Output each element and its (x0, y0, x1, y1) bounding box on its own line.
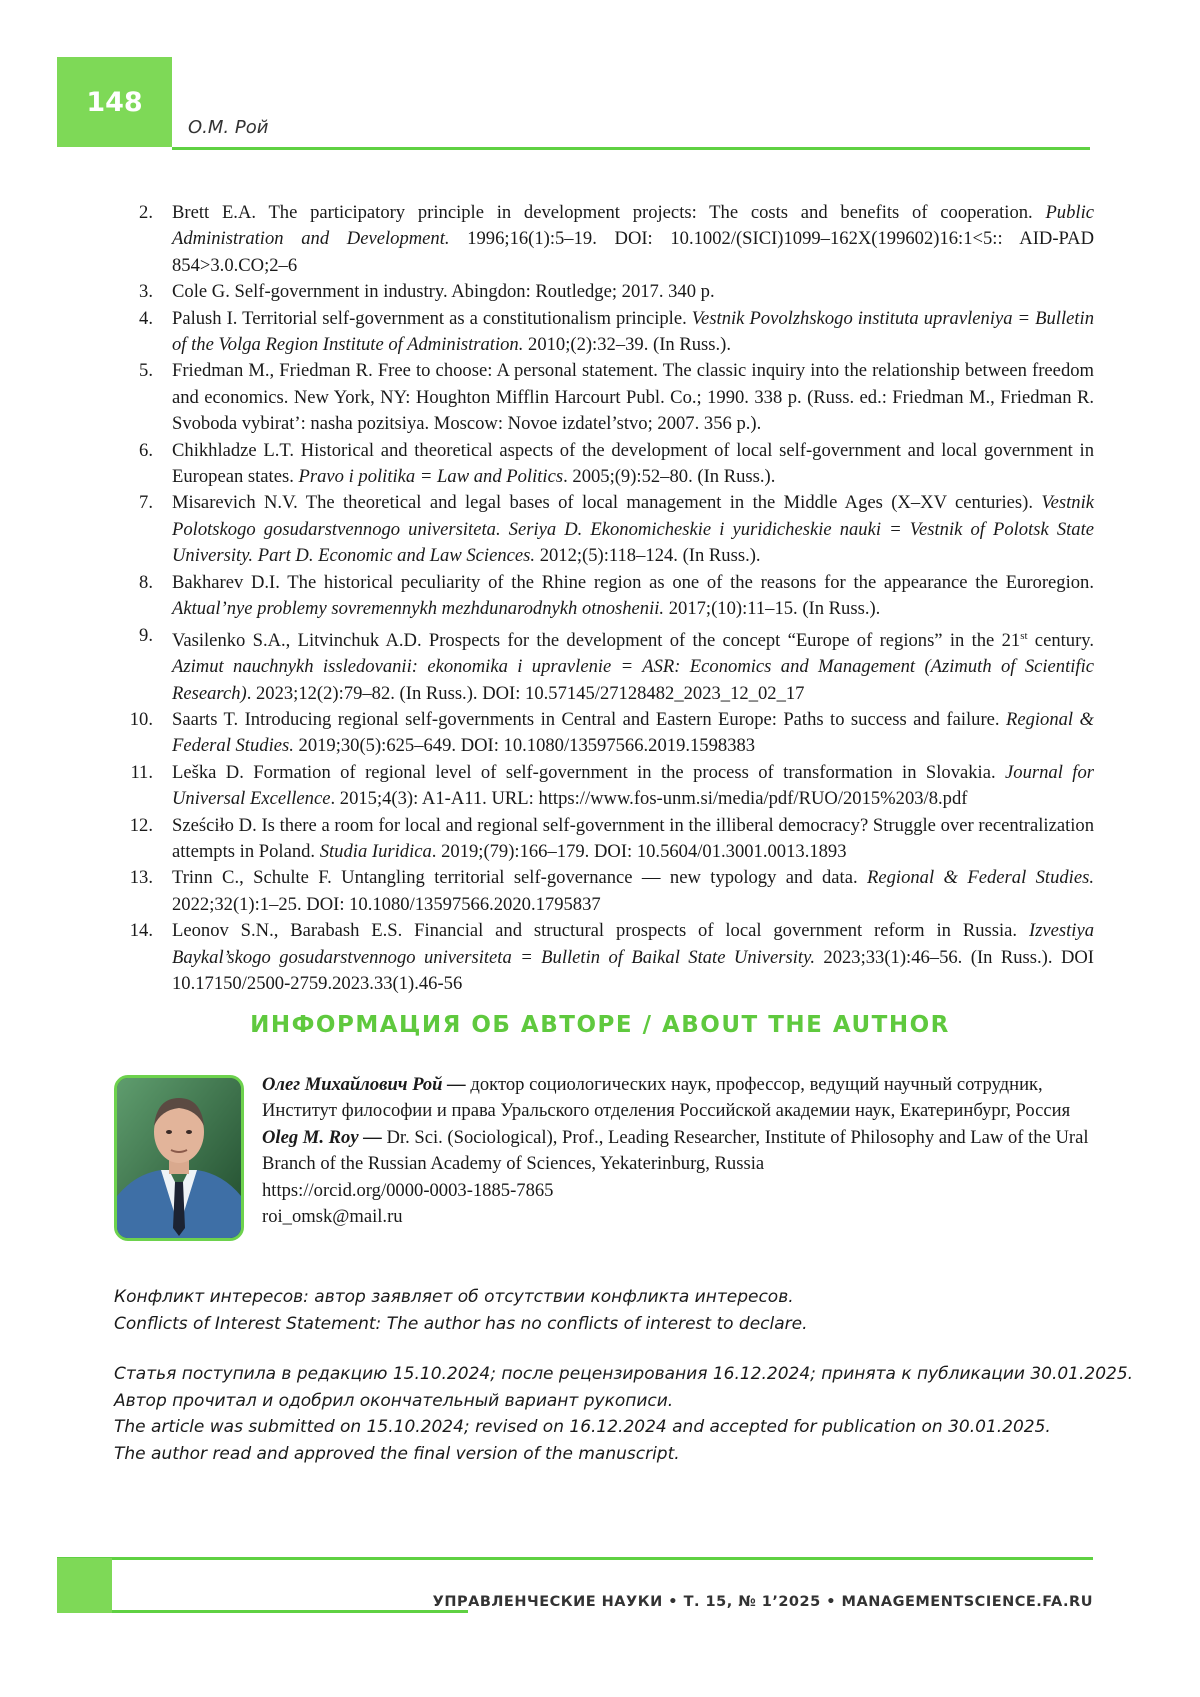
reference-item (120, 200, 1094, 279)
conflict-en: Conflicts of Interest Statement: The author has no conflicts of interest to declare. (114, 1311, 1104, 1338)
reference-item (120, 707, 1094, 760)
header-rule (172, 147, 1090, 150)
reference-number: 7. (120, 490, 153, 516)
reference-text: Cole G. Self-government in industry. Abingdon: Routledge; 2017. 340 p. (172, 281, 715, 302)
author-portrait-icon (117, 1078, 241, 1238)
reference-source: Regional & Federal Studies. (867, 867, 1094, 888)
reference-item (120, 918, 1094, 997)
reference-text: Leonov S.N., Barabash E.S. Financial and structural prospects of local government reform in Russia. (172, 920, 1029, 941)
reference-number: 14. (120, 918, 153, 944)
reference-text: Saarts T. Introducing regional self-governments in Central and Eastern Europe: Paths to success and failure. (172, 709, 1006, 730)
footer-bottom-rule (112, 1610, 468, 1613)
reference-source: Vestnik Povolzhskogo instituta upravleniya = Bulletin of the Volga Region Institute of Administration. (172, 308, 1094, 355)
reference-item (120, 623, 1094, 707)
footer-top-rule (57, 1557, 1093, 1560)
reference-number: 5. (120, 358, 153, 384)
conflict-statement (114, 1284, 1104, 1337)
reference-number: 9. (120, 623, 153, 649)
page-number-tab (57, 57, 172, 147)
author-section-heading: ИНФОРМАЦИЯ ОБ АВТОРЕ / ABOUT THE AUTHOR (0, 1012, 1200, 1038)
author-orcid[interactable]: https://orcid.org/0000-0003-1885-7865 (262, 1178, 1094, 1204)
reference-text: 2017;(10):11–15. (In Russ.). (664, 598, 880, 619)
dates-ru-1: Статья поступила в редакцию 15.10.2024; после рецензирования 16.12.2024; принята к публикации 30.01.2025. (114, 1361, 1104, 1388)
reference-text: Misarevich N.V. The theoretical and legal bases of local management in the Middle Ages (X–XV centuries). (172, 492, 1041, 513)
author-bio (262, 1072, 1094, 1230)
reference-text: Vasilenko S.A., Litvinchuk A.D. Prospects for the development of the concept “Europe of regions” in the 21 (172, 630, 1020, 651)
reference-text: 2023;33(1):46–56. (In Russ.). DOI 10.17150/2500-2759.2023.33(1).46-56 (172, 947, 1094, 994)
reference-item (120, 490, 1094, 569)
reference-source: Aktual’nye problemy sovremennykh mezhdunarodnykh otnoshenii. (172, 598, 664, 619)
reference-number: 11. (120, 760, 153, 786)
author-desc-en: Dr. Sci. (Sociological), Prof., Leading Researcher, Institute of Philosophy and Law of the Ural Branch of the Russian Academy of Sciences, Yekaterinburg, Russia (262, 1127, 1089, 1174)
reference-number: 10. (120, 707, 153, 733)
reference-source: Pravo i politika = Law and Politics (299, 466, 564, 487)
reference-text: Friedman M., Friedman R. Free to choose: A personal statement. The classic inquiry into the relationship between freedom and economics. New York, NY: Houghton Mifflin Harcourt Publ. Co.; 1990. 338 p. (Russ. ed.: Friedman M., Friedman R. Svoboda vybirat’: nasha pozitsiya. Moscow: Novoe izdatel’stvo; 2007. 356 p.). (172, 360, 1094, 434)
journal-footer: УПРАВЛЕНЧЕСКИЕ НАУКИ • Т. 15, № 1’2025 • MANAGEMENTSCIENCE.FA.RU (433, 1594, 1093, 1610)
reference-text: Bakharev D.I. The historical peculiarity of the Rhine region as one of the reasons for the appearance the Euroregion. (172, 572, 1094, 593)
footer-green-box (57, 1558, 112, 1613)
running-head: О.М. Рой (188, 117, 268, 138)
reference-source: Vestnik Polotskogo gosudarstvennogo universiteta. Seriya D. Ekonomicheskie i yuridicheskie nauki = Vestnik of Polotsk State University. Part D. Economic and Law Sciences. (172, 492, 1094, 566)
reference-number: 13. (120, 865, 153, 891)
reference-source: Studia Iuridica (320, 841, 432, 862)
reference-number: 2. (120, 200, 153, 226)
page-number: 148 (86, 87, 142, 118)
reference-list (120, 200, 1094, 997)
reference-text: . 2015;4(3): A1-A11. URL: https://www.fos-unm.si/media/pdf/RUO/2015%203/8.pdf (330, 788, 967, 809)
reference-source: Izvestiya Baykal’skogo gosudarstvennogo universiteta = Bulletin of Baikal State University. (172, 920, 1094, 967)
reference-text: 2010;(2):32–39. (In Russ.). (523, 334, 731, 355)
reference-number: 3. (120, 279, 153, 305)
conflict-ru: Конфликт интересов: автор заявляет об отсутствии конфликта интересов. (114, 1284, 1104, 1311)
author-name-en: Oleg M. Roy — (262, 1127, 382, 1148)
reference-item (120, 865, 1094, 918)
reference-text: Sześciło D. Is there a room for local and regional self-government in the illiberal democracy? Struggle over recentralization attempts in Poland. (172, 815, 1094, 862)
dates-en-2: The author read and approved the final version of the manuscript. (114, 1441, 1104, 1468)
reference-text: . 2023;12(2):79–82. (In Russ.). DOI: 10.57145/27128482_2023_12_02_17 (247, 683, 805, 704)
reference-item (120, 813, 1094, 866)
reference-item (120, 438, 1094, 491)
reference-source: Azimut nauchnykh issledovanii: ekonomika i upravlenie = ASR: Economics and Management (Azimuth of Scientific Research) (172, 656, 1094, 703)
author-desc-ru: доктор социологических наук, профессор, ведущий научный сотрудник, Институт философии и права Уральского отделения Российской академии наук, Екатеринбург, Россия (262, 1074, 1070, 1121)
dates-en-1: The article was submitted on 15.10.2024; revised on 16.12.2024 and accepted for publication on 30.01.2025. (114, 1414, 1104, 1441)
reference-item (120, 570, 1094, 623)
reference-source: Journal for Universal Excellence (172, 762, 1094, 809)
reference-text: . 2019;(79):166–179. DOI: 10.5604/01.3001.0013.1893 (432, 841, 847, 862)
reference-item (120, 306, 1094, 359)
reference-text: century. (1028, 630, 1094, 651)
reference-item (120, 279, 1094, 305)
article-dates (114, 1361, 1104, 1467)
reference-number: 6. (120, 438, 153, 464)
reference-number: 12. (120, 813, 153, 839)
reference-text: Leška D. Formation of regional level of self-government in the process of transformation in Slovakia. (172, 762, 1005, 783)
reference-text: 1996;16(1):5–19. DOI: 10.1002/(SICI)1099–162X(199602)16:1<5:: AID-PAD 854>3.0.CO;2–6 (172, 228, 1094, 275)
reference-item (120, 358, 1094, 437)
author-photo (114, 1075, 244, 1241)
reference-text: 2022;32(1):1–25. DOI: 10.1080/13597566.2020.1795837 (172, 894, 601, 915)
dates-ru-2: Автор прочитал и одобрил окончательный вариант рукописи. (114, 1388, 1104, 1415)
author-name-ru: Олег Михайлович Рой — (262, 1074, 466, 1095)
reference-item (120, 760, 1094, 813)
reference-source: Public Administration and Development. (172, 202, 1094, 249)
reference-text: Chikhladze L.T. Historical and theoretical aspects of the development of local self-government and local government in European states. (172, 440, 1094, 487)
author-bio-en (262, 1125, 1094, 1178)
reference-text: Brett E.A. The participatory principle in development projects: The costs and benefits of cooperation. (172, 202, 1045, 223)
reference-text: Palush I. Territorial self-government as a constitutionalism principle. (172, 308, 692, 329)
reference-text: 2012;(5):118–124. (In Russ.). (535, 545, 761, 566)
reference-number: 4. (120, 306, 153, 332)
reference-text: . 2005;(9):52–80. (In Russ.). (563, 466, 775, 487)
reference-text: 2019;30(5):625–649. DOI: 10.1080/13597566.2019.1598383 (294, 735, 755, 756)
reference-text: st (1020, 630, 1027, 642)
author-email[interactable]: roi_omsk@mail.ru (262, 1204, 1094, 1230)
reference-text: Trinn C., Schulte F. Untangling territorial self-governance — new typology and data. (172, 867, 867, 888)
author-bio-ru (262, 1072, 1094, 1125)
reference-number: 8. (120, 570, 153, 596)
reference-source: Regional & Federal Studies. (172, 709, 1094, 756)
